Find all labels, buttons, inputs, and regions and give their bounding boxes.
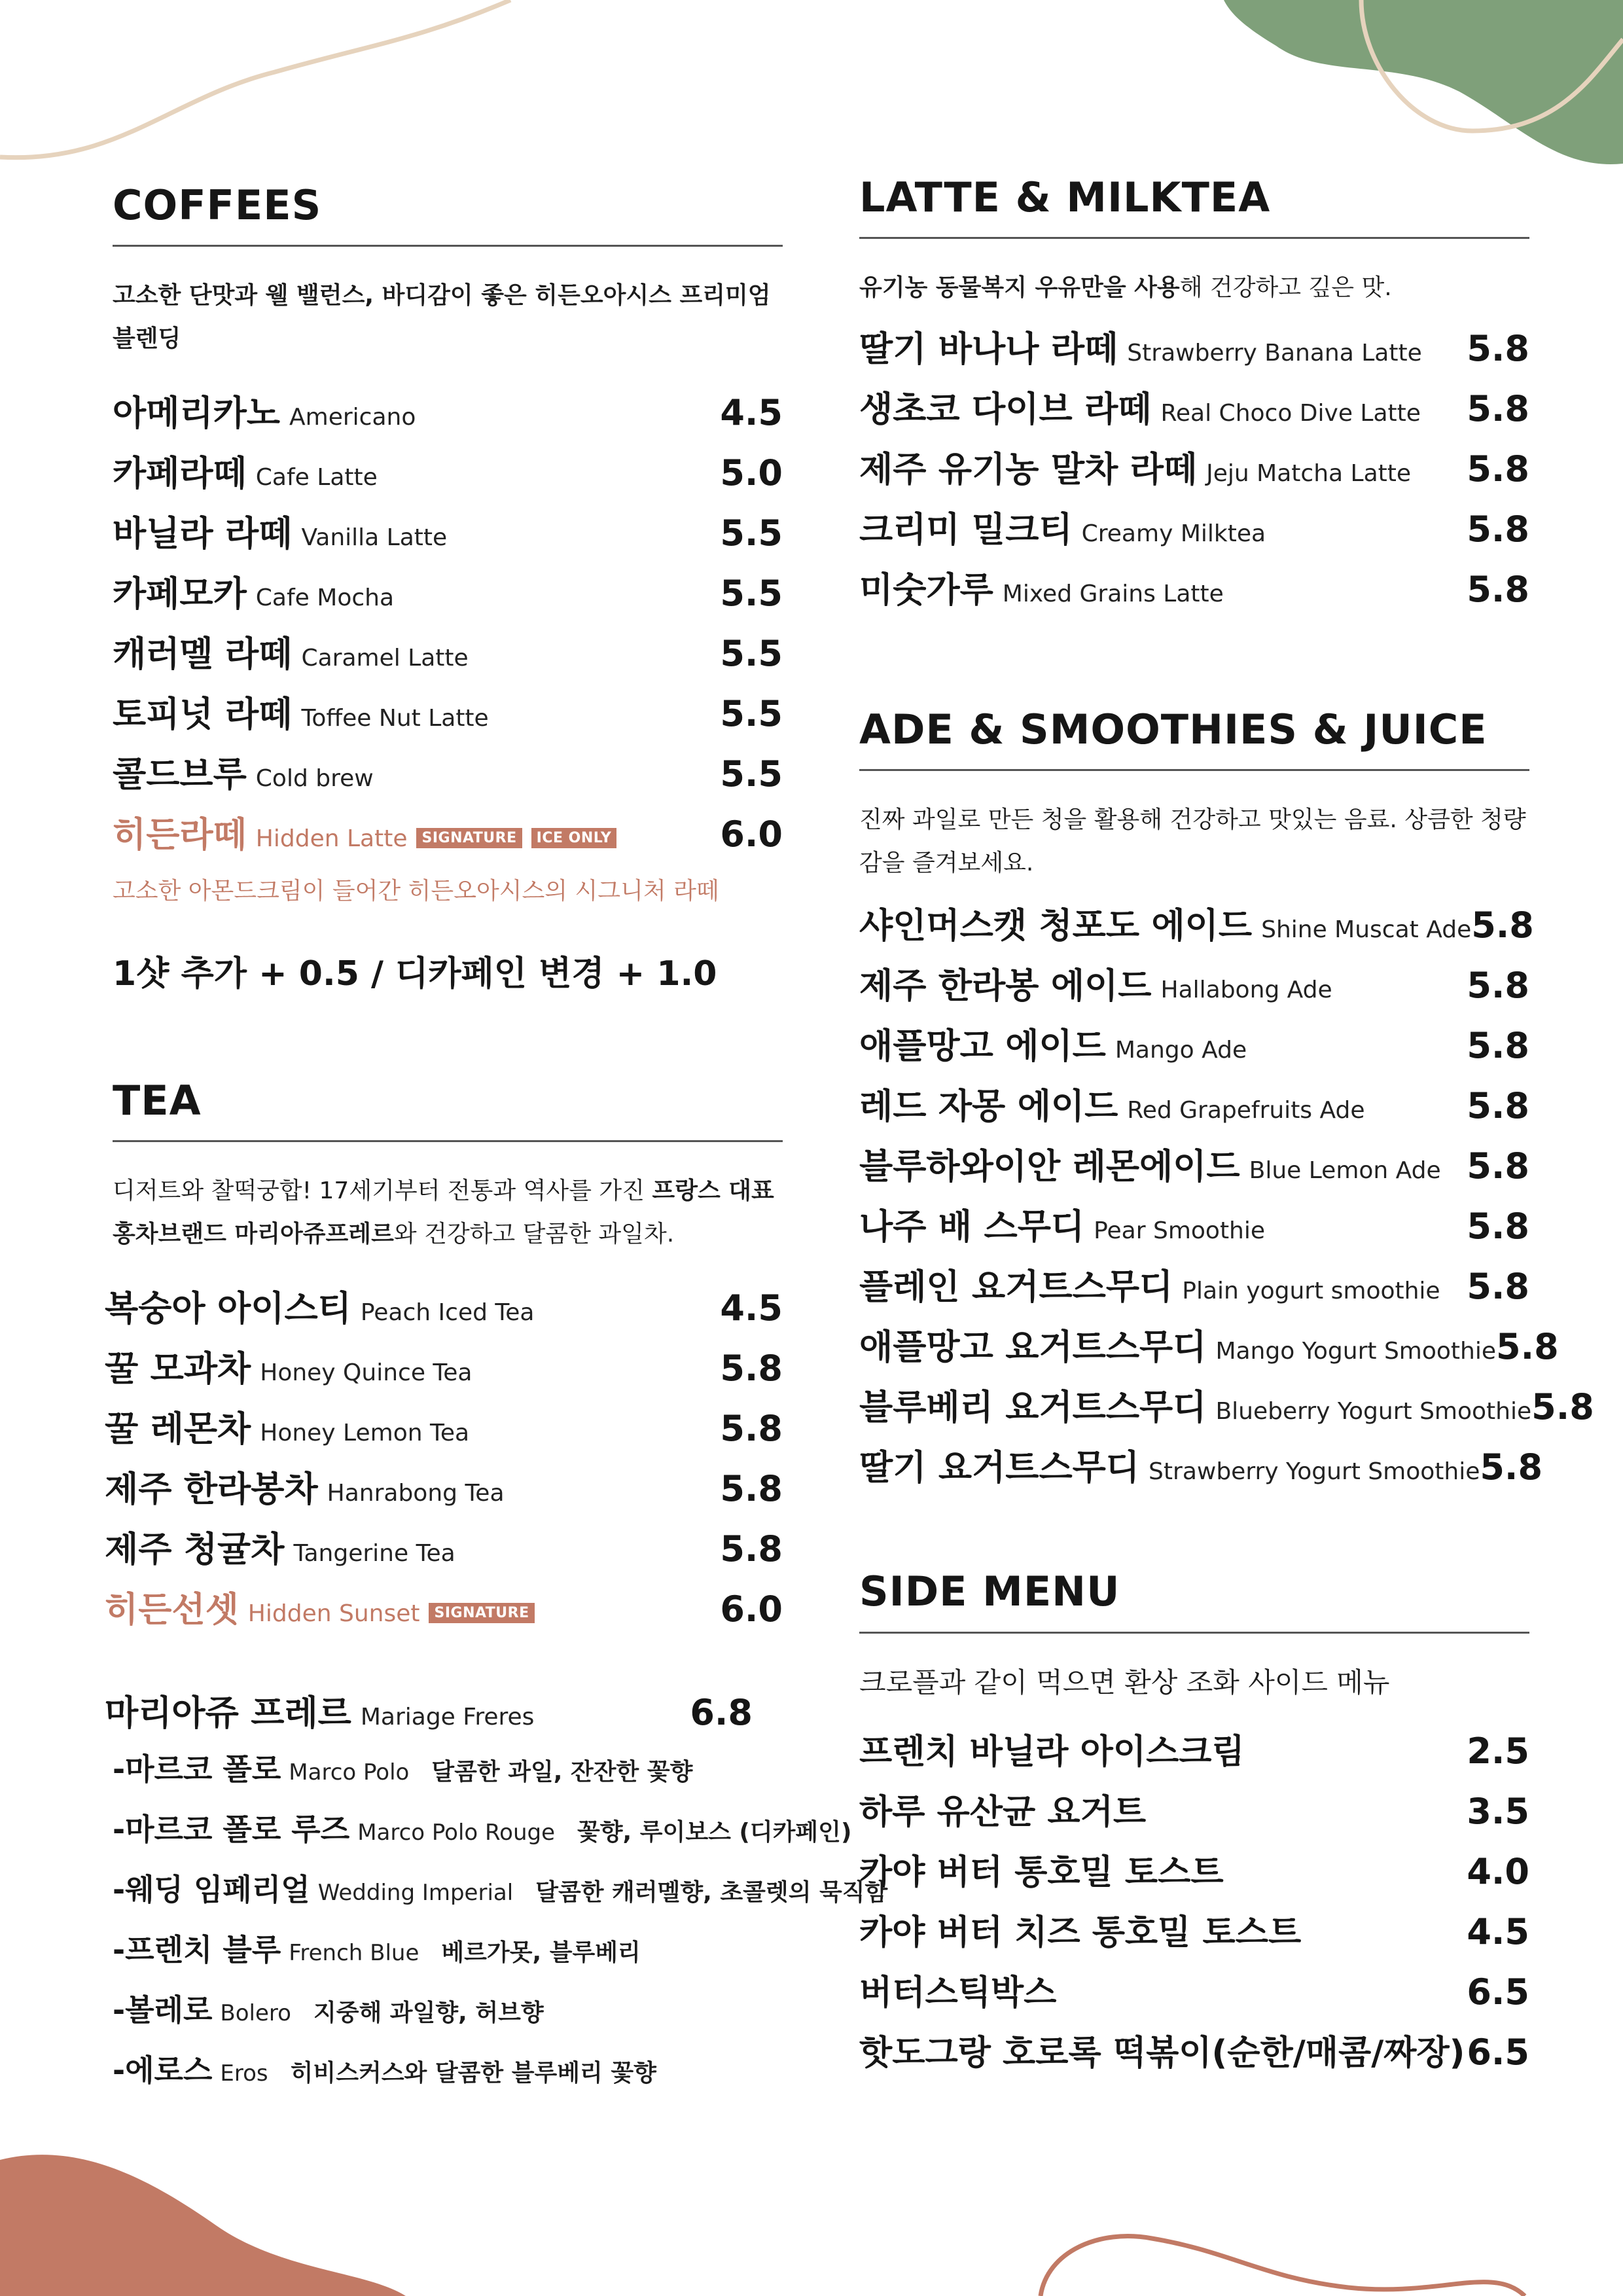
item-price: 5.8 (1467, 1145, 1529, 1187)
menu-item: 바닐라 라떼 Vanilla Latte 5.5 (113, 512, 783, 554)
item-price: 5.5 (720, 693, 783, 735)
menu-item: 크리미 밀크티 Creamy Milktea 5.8 (859, 509, 1529, 550)
signature-note: 고소한 아몬드크림이 들어간 히든오아시스의 시그니처 라떼 (113, 878, 719, 905)
menu-item: 캐러멜 라떼 Caramel Latte 5.5 (113, 633, 783, 675)
item-price: 5.5 (720, 753, 783, 795)
menu-item: 버터스틱박스 6.5 (859, 1971, 1529, 2013)
side-description: 크로플과 같이 먹으면 환상 조화 사이드 메뉴 (859, 1666, 1390, 1698)
mariage-sub-item: -볼레로 Bolero 지중해 과일향, 허브향 (113, 1992, 544, 2028)
ice-only-badge: ICE ONLY (531, 828, 617, 848)
side-title: SIDE MENU (859, 1568, 1120, 1616)
item-price: 5.8 (1467, 388, 1529, 430)
menu-item: 제주 한라봉 에이드 Hallabong Ade 5.8 (859, 965, 1529, 1007)
tea-description: 디저트와 찰떡궁합! 17세기부터 전통과 역사를 가진 프랑스 대표 홍차브랜드 마리아쥬프레르와 건강하고 달콤한 과일차. (113, 1177, 774, 1248)
mariage-sub-item: -마르코 폴로 Marco Polo 달콤한 과일, 잔잔한 꽃향 (113, 1751, 693, 1787)
mariage-sub-item: -에로스 Eros 히비스커스와 달콤한 블루베리 꽃향 (113, 2053, 656, 2089)
menu-item: 제주 한라봉차 Hanrabong Tea 5.8 (105, 1468, 783, 1510)
menu-item: 아메리카노 Americano 4.5 (113, 392, 783, 434)
item-price: 3.5 (1467, 1790, 1529, 1832)
mariage-sub-item: -웨딩 임페리얼 Wedding Imperial 달콤한 캐러멜향, 초콜렛의 묵직함 (113, 1872, 888, 1908)
ade-smoothies-section (859, 706, 1594, 1500)
item-price: 5.8 (1467, 448, 1529, 490)
item-price: 5.8 (1467, 569, 1529, 611)
item-price: 2.5 (1467, 1730, 1529, 1772)
item-price: 6.8 (690, 1692, 753, 1734)
bottom-right-line-decoration (1041, 2236, 1525, 2296)
signature-badge: SIGNATURE (429, 1603, 534, 1623)
item-price: 5.8 (1496, 1326, 1559, 1368)
menu-item: 카페모카 Cafe Mocha 5.5 (113, 573, 783, 615)
item-price: 4.5 (720, 1287, 783, 1329)
item-price: 5.8 (1467, 965, 1529, 1007)
menu-item: 블루베리 요거트스무디 Blueberry Yogurt Smoothie 5.8 (859, 1386, 1594, 1428)
item-price: 5.8 (1480, 1446, 1543, 1488)
side-menu-section (859, 1570, 1529, 2085)
latte-description: 유기농 동물복지 우유만을 사용해 건강하고 깊은 맛. (859, 274, 1392, 302)
menu-item: 꿀 레몬차 Honey Lemon Tea 5.8 (105, 1408, 783, 1450)
menu-item: 토피넛 라떼 Toffee Nut Latte 5.5 (113, 693, 783, 735)
menu-item: 딸기 바나나 라떼 Strawberry Banana Latte 5.8 (859, 328, 1529, 370)
item-price: 5.5 (720, 573, 783, 615)
menu-item: 카야 버터 치즈 통호밀 토스트 4.5 (859, 1910, 1529, 1952)
bottom-left-terracotta-blob (0, 2155, 406, 2296)
item-price: 5.8 (1531, 1386, 1594, 1428)
menu-item: 카야 버터 통호밀 토스트 4.0 (859, 1850, 1529, 1892)
ade-divider (859, 769, 1529, 771)
item-price: 5.8 (1467, 1206, 1529, 1247)
signature-badge: SIGNATURE (416, 828, 522, 848)
top-left-line-decoration (0, 0, 510, 158)
side-divider (859, 1632, 1529, 1634)
menu-item: 복숭아 아이스티 Peach Iced Tea 4.5 (105, 1287, 783, 1329)
item-price: 5.5 (720, 512, 783, 554)
item-price: 6.5 (1467, 2031, 1529, 2073)
menu-item: 미숫가루 Mixed Grains Latte 5.8 (859, 569, 1529, 611)
item-price: 5.8 (1467, 1266, 1529, 1308)
right-column (859, 173, 1594, 2085)
menu-item: 샤인머스캣 청포도 에이드 Shine Muscat Ade 5.8 (859, 905, 1534, 946)
item-price: 6.0 (720, 814, 783, 855)
mariage-sub-item: -프렌치 블루 French Blue 베르가못, 블루베리 (113, 1932, 641, 1968)
latte-title: LATTE & MILKTEA (859, 173, 1271, 221)
item-price: 5.8 (1467, 1085, 1529, 1127)
mariage-sub-item: -마르코 폴로 루즈 Marco Polo Rouge 꽃향, 루이보스 (디카페인) (113, 1812, 852, 1848)
menu-item: 생초코 다이브 라떼 Real Choco Dive Latte 5.8 (859, 388, 1529, 430)
menu-item: 카페라떼 Cafe Latte 5.0 (113, 452, 783, 494)
tea-title: TEA (113, 1077, 202, 1125)
signature-item-hidden-latte: 히든라떼 Hidden Latte SIGNATURE ICE ONLY 6.0 (113, 814, 783, 855)
item-price: 6.0 (720, 1588, 783, 1630)
menu-item: 레드 자몽 에이드 Red Grapefruits Ade 5.8 (859, 1085, 1529, 1127)
item-price: 4.0 (1467, 1850, 1529, 1892)
menu-item: 하루 유산균 요거트 3.5 (859, 1790, 1529, 1832)
coffees-divider (113, 245, 783, 247)
menu-item: 제주 청귤차 Tangerine Tea 5.8 (105, 1528, 783, 1570)
coffees-description: 고소한 단맛과 웰 밸런스, 바디감이 좋은 히든오아시스 프리미엄 블렌딩 (113, 282, 771, 353)
mariage-freres-item: 마리아쥬 프레르 Mariage Freres 6.8 (105, 1692, 753, 1734)
menu-item: 애플망고 에이드 Mango Ade 5.8 (859, 1025, 1529, 1067)
item-price: 5.8 (720, 1528, 783, 1570)
item-price: 5.0 (720, 452, 783, 494)
left-column (105, 181, 888, 2107)
item-price: 5.8 (720, 1408, 783, 1450)
menu-item: 애플망고 요거트스무디 Mango Yogurt Smoothie 5.8 (859, 1326, 1559, 1368)
menu-item: 프렌치 바닐라 아이스크림 2.5 (859, 1730, 1529, 1772)
ade-description: 진짜 과일로 만든 청을 활용해 건강하고 맛있는 음료. 상큼한 청량감을 즐겨보세요. (859, 806, 1526, 877)
item-price: 5.8 (720, 1468, 783, 1510)
latte-divider (859, 237, 1529, 239)
top-right-green-blob (1224, 0, 1623, 164)
coffee-extra-options: 1샷 추가 + 0.5 / 디카페인 변경 + 1.0 (113, 954, 717, 994)
coffees-section (113, 183, 783, 995)
menu-item: 나주 배 스무디 Pear Smoothie 5.8 (859, 1206, 1529, 1247)
latte-milktea-section (859, 175, 1529, 622)
item-price: 6.5 (1467, 1971, 1529, 2013)
tea-divider (113, 1140, 783, 1142)
menu-item: 콜드브루 Cold brew 5.5 (113, 753, 783, 795)
item-price: 4.5 (720, 392, 783, 434)
tea-section (105, 1077, 888, 2107)
menu-item: 딸기 요거트스무디 Strawberry Yogurt Smoothie 5.8 (859, 1446, 1543, 1488)
coffees-title: COFFEES (113, 181, 322, 229)
menu-item: 제주 유기농 말차 라떼 Jeju Matcha Latte 5.8 (859, 448, 1529, 490)
menu-item: 블루하와이안 레몬에이드 Blue Lemon Ade 5.8 (859, 1145, 1529, 1187)
item-price: 5.8 (1471, 905, 1534, 946)
item-price: 5.8 (720, 1348, 783, 1390)
menu-item: 플레인 요거트스무디 Plain yogurt smoothie 5.8 (859, 1266, 1529, 1308)
item-price: 5.8 (1467, 1025, 1529, 1067)
item-price: 5.5 (720, 633, 783, 675)
item-price: 5.8 (1467, 328, 1529, 370)
item-price: 4.5 (1467, 1910, 1529, 1952)
item-price: 5.8 (1467, 509, 1529, 550)
menu-item: 핫도그랑 호로록 떡볶이(순한/매콤/짜장) 6.5 (859, 2031, 1529, 2073)
menu-item: 꿀 모과차 Honey Quince Tea 5.8 (105, 1348, 783, 1390)
ade-title: ADE & SMOOTHIES & JUICE (859, 706, 1488, 754)
signature-item-hidden-sunset: 히든선셋 Hidden Sunset SIGNATURE 6.0 (105, 1588, 783, 1630)
